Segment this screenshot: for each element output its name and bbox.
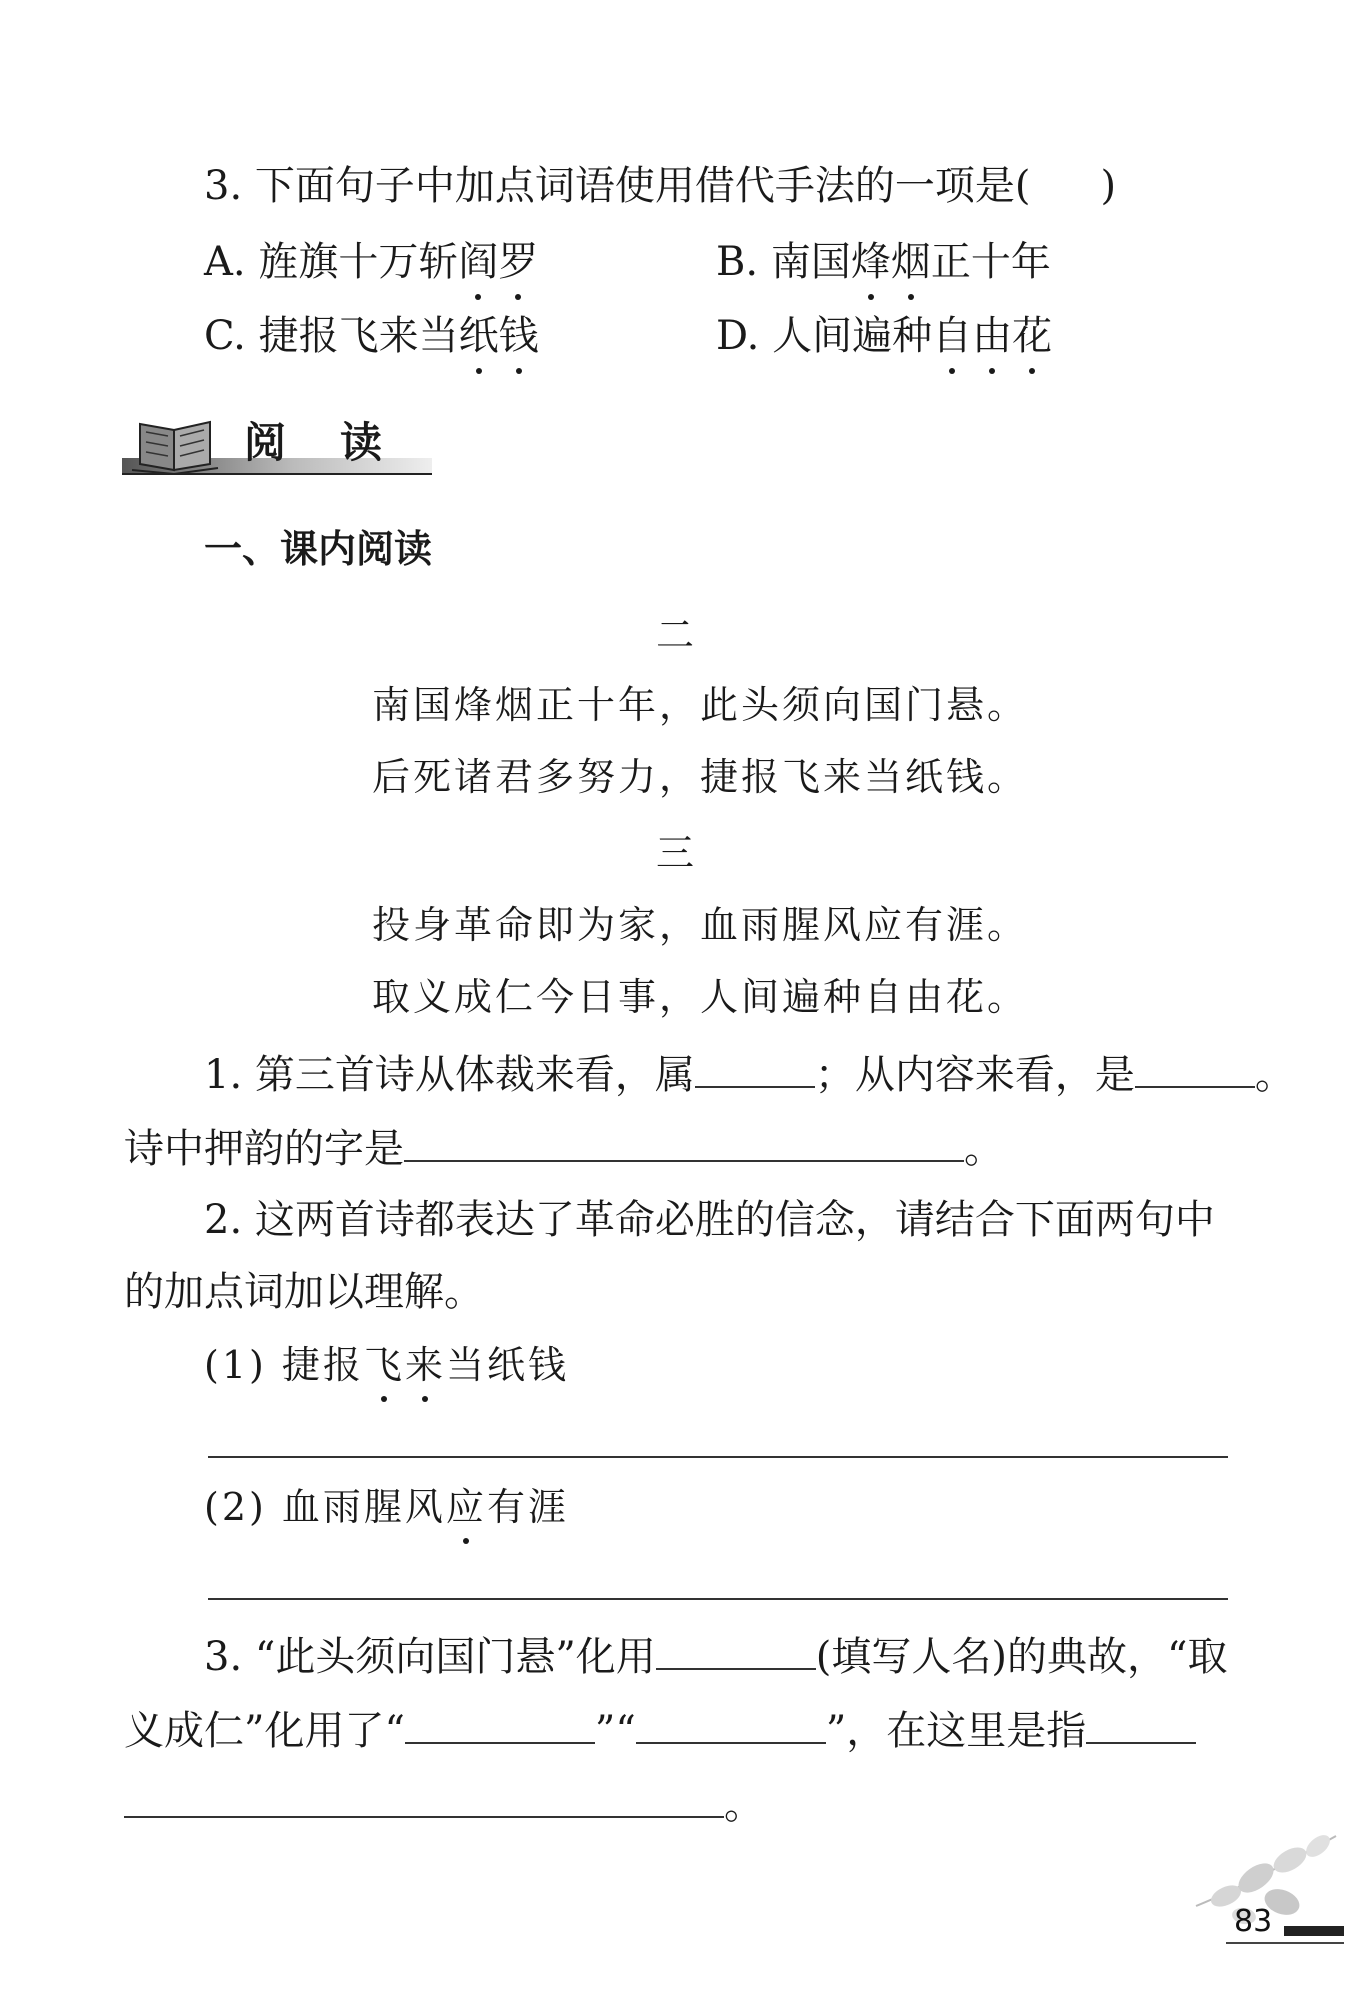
answer-blank[interactable] [1135,1046,1255,1088]
answer-blank[interactable] [1086,1702,1196,1744]
reading-q1-line-1: 1. 第三首诗从体裁来看，属 ；从内容来看，是 。 [204,1046,1295,1101]
reading-q1-line-2: 诗中押韵的字是 。 [124,1120,1004,1175]
emphasis-char: 罗 [498,236,538,288]
section-title: 一、课内阅读 [204,527,433,571]
option-a: A. 旌旗十万斩阎罗 [204,236,538,288]
option-d: D. 人间遍种自由花 [716,310,1052,362]
page-number: 83 [1234,1904,1273,1939]
poem-3-line-1: 投身革命即为家，血雨腥风应有涯。 [372,903,1029,947]
poem-2-number: 二 [656,613,698,657]
page-number-bar [1284,1926,1344,1936]
answer-blank[interactable] [124,1776,724,1818]
reading-banner [122,412,432,478]
option-c: C. 捷报飞来当纸钱 [204,310,539,362]
answer-blank[interactable] [656,1628,816,1670]
emphasis-char: 应 [446,1482,487,1532]
reading-q2-line-1: 2. 这两首诗都表达了革命必胜的信念，请结合下面两句中 [204,1197,1215,1243]
poem-3-number: 三 [656,831,698,875]
reading-q3-line-2: 义成仁”化用了“ ”“ ”，在这里是指 [124,1702,1196,1757]
poem-2-line-1: 南国烽烟正十年，此头须向国门悬。 [372,683,1029,727]
answer-blank[interactable] [695,1046,815,1088]
poem-3-line-2: 取义成仁今日事，人间遍种自由花。 [372,975,1029,1019]
emphasis-char: 由 [972,310,1012,362]
emphasis-char: 阎 [458,236,498,288]
answer-blank[interactable] [404,1120,964,1162]
emphasis-char: 烽 [851,236,891,288]
option-b: B. 南国烽烟正十年 [716,236,1051,288]
page-number-underline [1226,1942,1344,1944]
reading-q2-sub-2: (2) 血雨腥风应有涯 [204,1482,569,1532]
answer-line[interactable] [208,1598,1228,1600]
emphasis-char: 来 [405,1340,446,1390]
emphasis-char: 自 [932,310,972,362]
reading-q3-line-1: 3. “此头须向国门悬”化用 (填写人名)的典故，“取 [204,1628,1227,1683]
answer-blank[interactable] [636,1702,826,1744]
poem-2-line-2: 后死诸君多努力，捷报飞来当纸钱。 [372,755,1029,799]
banner-title: 阅 读 [244,418,389,467]
q3-stem: 3. 下面句子中加点词语使用借代手法的一项是( ) [204,163,1117,209]
reading-q3-line-3: 。 [124,1776,764,1831]
emphasis-char: 飞 [364,1340,405,1390]
emphasis-char: 花 [1012,310,1052,362]
answer-blank[interactable] [405,1702,595,1744]
reading-q2-sub-1: (1) 捷报飞来当纸钱 [204,1340,569,1390]
emphasis-char: 钱 [499,310,539,362]
emphasis-char: 纸 [459,310,499,362]
answer-line[interactable] [208,1456,1228,1458]
reading-q2-line-2: 的加点词加以理解。 [124,1269,484,1315]
emphasis-char: 烟 [891,236,931,288]
